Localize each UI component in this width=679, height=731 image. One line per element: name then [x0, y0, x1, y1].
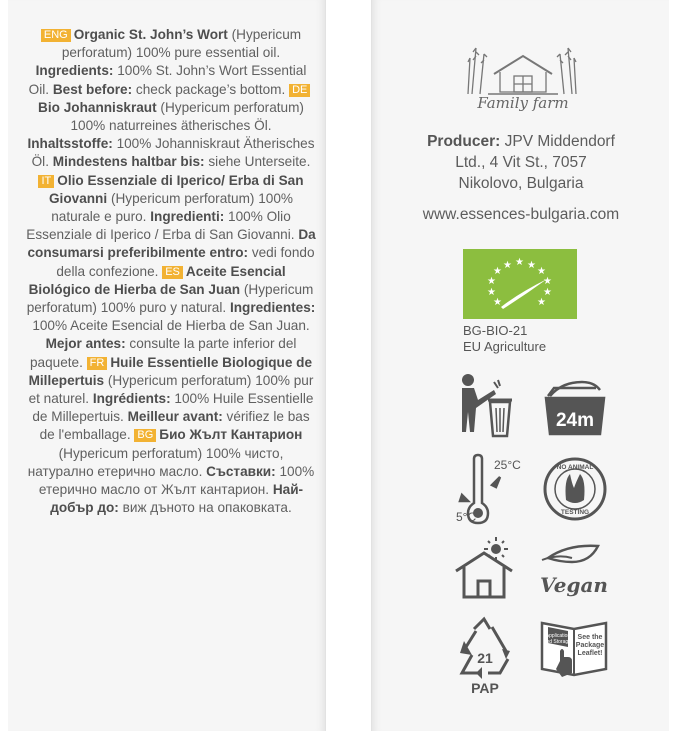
bio-origin: EU Agriculture	[463, 339, 547, 354]
svg-text:★: ★	[537, 297, 546, 308]
leaflet-right2: Package	[575, 642, 605, 649]
de-desc: (Hypericum perforatum) 100% naturreines ätherisches Öl.	[70, 99, 304, 134]
lang-tag-de: DE	[289, 84, 310, 97]
lang-tag-es: ES	[162, 266, 183, 279]
leaflet-right1: See the	[577, 634, 603, 641]
svg-text:★: ★	[515, 257, 524, 268]
bg-desc: (Hypericum perforatum) 100% чисто, натурално етерично масло.	[27, 445, 284, 479]
es-ingr-label: Ingredientes:	[229, 300, 316, 316]
recycle-pap-icon	[452, 617, 518, 697]
shelf-life-label: 24m	[555, 410, 595, 431]
de-best-label: Mindestens haltbar bis:	[52, 154, 205, 170]
fr-best-label: Meilleur avant:	[127, 409, 223, 425]
svg-text:★: ★	[543, 276, 552, 287]
lang-tag-fr: FR	[87, 357, 108, 370]
vegan-icon	[538, 540, 610, 600]
it-title: Olio Essenziale di Iperico/ Erba di San Giovanni	[48, 172, 304, 206]
no-animal-testing-icon	[542, 456, 608, 522]
fr-desc: (Hypericum perforatum) 100% pur et naturel.	[28, 372, 314, 407]
fr-ingr: 100% Huile Essentielle de Millepertuis.	[32, 391, 314, 425]
svg-text:★: ★	[537, 266, 546, 277]
es-best: consulte la parte inferior del paquete.	[29, 336, 297, 370]
info-panel	[371, 0, 669, 731]
bg-best-label: Най-добър до:	[50, 482, 304, 516]
it-desc: (Hypericum perforatum) 100% naturale e puro.	[51, 190, 294, 225]
es-ingr: 100% Aceite Esencial de Hierba de San Juan.	[32, 318, 310, 334]
website-link[interactable]: www.essences-bulgaria.com	[422, 206, 620, 223]
de-title: Bio Johanniskraut	[38, 99, 157, 115]
temp-max-label: 25°C	[494, 458, 521, 472]
bio-code: BG-BIO-21	[463, 323, 528, 338]
fr-ingr-label: Ingrédients:	[92, 391, 171, 407]
producer-city: Nikolovo, Bulgaria	[458, 175, 584, 192]
producer-info	[386, 131, 656, 194]
bg-title: Био Жълт Кантарион	[159, 427, 303, 443]
recycle-code-label: 21	[477, 650, 493, 666]
vegan-label: Vegan	[540, 573, 608, 597]
svg-text:★: ★	[493, 297, 502, 308]
bg-ingr-label: Съставки:	[206, 463, 276, 479]
recycle-material-label: PAP	[471, 680, 499, 696]
temperature-icon	[456, 455, 521, 527]
brand-name: Family farm	[477, 94, 569, 112]
producer-address: Ltd., 4 Vit St., 7057	[455, 154, 587, 171]
eng-desc: (Hypericum perforatum) 100% pure essential oil.	[61, 27, 302, 61]
it-ingr: 100% Olio Essenziale di Iperico / Erba di San Giovanni.	[26, 209, 295, 243]
open-jar-24m-icon	[542, 378, 608, 436]
ingredients-text	[26, 26, 316, 517]
bg-best: виж дъното на опаковката.	[122, 500, 292, 516]
lang-tag-bg: BG	[134, 429, 156, 442]
store-indoors-icon	[452, 537, 518, 599]
eng-title: Organic St. John’s Wort	[73, 27, 228, 42]
bio-certification	[463, 323, 546, 355]
de-best: siehe Unterseite.	[208, 154, 311, 170]
svg-text:★: ★	[527, 260, 536, 271]
farm-house-icon	[458, 36, 588, 96]
de-ingr-label: Inhaltsstoffe:	[27, 136, 113, 152]
bg-ingr: 100% етерично масло от Жълт кантарион.	[38, 463, 315, 498]
eu-organic-leaf-icon	[463, 249, 577, 319]
it-best: vedi fondo della confezione.	[56, 245, 315, 279]
svg-text:★: ★	[503, 260, 512, 271]
no-animal-top-label: NO ANIMAL	[556, 464, 594, 471]
eng-best: check package’s bottom.	[135, 81, 286, 97]
producer-name: JPV Middendorf	[504, 133, 615, 150]
no-animal-bottom-label: TESTING	[560, 509, 590, 516]
svg-text:★: ★	[543, 287, 552, 298]
de-ingr: 100% Johanniskraut Ätherisches Öl.	[31, 136, 315, 170]
es-title: Aceite Esencial Biológico de Hierba de San Juan	[28, 263, 286, 297]
tidyman-icon	[454, 372, 514, 440]
eng-ingr: 100% St. John’s Wort Essential Oil.	[28, 63, 307, 97]
eng-ingr-label: Ingredients:	[35, 63, 114, 79]
see-leaflet-icon	[538, 617, 610, 685]
it-best-label: Da consumarsi preferibilmente entro:	[27, 227, 316, 261]
leaflet-right3: Leaflet!	[577, 650, 603, 657]
lang-tag-it: IT	[38, 175, 54, 188]
svg-text:★: ★	[487, 276, 496, 287]
ingredients-panel	[8, 0, 326, 731]
eng-best-label: Best before:	[52, 81, 133, 97]
svg-text:★: ★	[493, 266, 502, 277]
it-ingr-label: Ingredienti:	[150, 209, 225, 225]
producer-label: Producer:	[427, 133, 501, 150]
es-best-label: Mejor antes:	[45, 336, 126, 352]
lang-tag-eng: ENG	[41, 29, 71, 42]
svg-text:★: ★	[487, 287, 496, 298]
leaflet-left1: Application	[545, 633, 571, 639]
es-desc: (Hypericum perforatum) 100% puro y natural.	[26, 281, 314, 316]
leaflet-left2: and Storage!	[543, 639, 573, 645]
fr-title: Huile Essentielle Biologique de Millepertuis	[28, 354, 313, 388]
fr-best: vérifiez le bas de l'emballage.	[39, 409, 310, 443]
temp-min-label: 5°C	[456, 510, 477, 524]
